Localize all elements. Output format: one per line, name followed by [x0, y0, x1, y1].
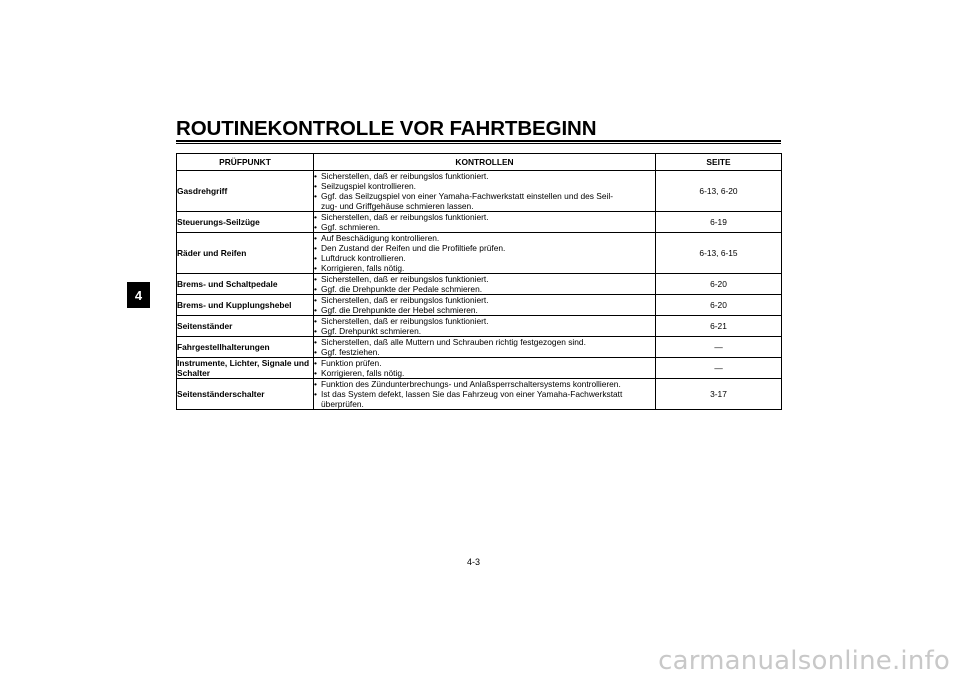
check-bullet: [314, 389, 655, 399]
check-bullet: [314, 295, 655, 305]
row-item: Räder und Reifen: [177, 233, 314, 274]
table-row: [177, 171, 782, 212]
bullet-dot: •: [314, 253, 317, 263]
table-row: [177, 274, 782, 295]
check-text: Ggf. das Seilzugspiel von einer Yamaha-Fachwerkstatt einstellen und des Seil-: [321, 191, 614, 201]
check-text: Sicherstellen, daß er reibungslos funktioniert.: [321, 171, 489, 181]
row-checks: [314, 233, 656, 274]
check-bullet: [314, 233, 655, 243]
row-checks: [314, 212, 656, 233]
row-checks: [314, 295, 656, 316]
row-item: Instrumente, Lichter, Signale und Schalter: [177, 358, 314, 379]
check-bullet: [314, 368, 655, 378]
page-title: ROUTINEKONTROLLE VOR FAHRTBEGINN: [176, 117, 597, 140]
row-checks: [314, 316, 656, 337]
bullet-dot: •: [314, 295, 317, 305]
check-bullet: [314, 212, 655, 222]
check-bullet: [314, 222, 655, 232]
bullet-dot: •: [314, 326, 317, 336]
check-table: [176, 153, 782, 410]
check-bullet: [314, 337, 655, 347]
row-checks: [314, 358, 656, 379]
row-checks: [314, 171, 656, 212]
bullet-dot: •: [314, 316, 317, 326]
check-bullet: [314, 284, 655, 294]
check-text: Ggf. schmieren.: [321, 222, 381, 232]
row-item: Gasdrehgriff: [177, 171, 314, 212]
bullet-dot: •: [314, 379, 317, 389]
row-page: 6-13, 6-20: [656, 171, 782, 212]
check-text: Sicherstellen, daß er reibungslos funktioniert.: [321, 274, 489, 284]
row-item: Seitenständer: [177, 316, 314, 337]
check-text: Sicherstellen, daß er reibungslos funktioniert.: [321, 316, 489, 326]
row-checks: [314, 337, 656, 358]
bullet-dot: •: [314, 191, 317, 201]
check-bullet: [314, 326, 655, 336]
table-body: [177, 171, 782, 410]
bullet-dot: •: [314, 347, 317, 357]
row-page: —: [656, 358, 782, 379]
table-row: [177, 233, 782, 274]
watermark: carmanualsonline.info: [658, 646, 950, 676]
header-item: PRÜFPUNKT: [177, 154, 314, 171]
row-page: 3-17: [656, 379, 782, 410]
row-page: 6-20: [656, 274, 782, 295]
bullet-dot: •: [314, 274, 317, 284]
check-text: Ggf. Drehpunkt schmieren.: [321, 326, 422, 336]
row-checks: [314, 274, 656, 295]
bullet-dot: •: [314, 358, 317, 368]
check-text: Sicherstellen, daß er reibungslos funktioniert.: [321, 212, 489, 222]
check-continuation: zug- und Griffgehäuse schmieren lassen.: [321, 201, 474, 211]
table-row: [177, 295, 782, 316]
check-bullet: [314, 181, 655, 191]
row-item: Fahrgestellhalterungen: [177, 337, 314, 358]
row-page: 6-21: [656, 316, 782, 337]
bullet-dot: •: [314, 263, 317, 273]
row-page: 6-19: [656, 212, 782, 233]
row-item: Brems- und Schaltpedale: [177, 274, 314, 295]
bullet-dot: •: [314, 212, 317, 222]
bullet-dot: •: [314, 284, 317, 294]
row-checks: [314, 379, 656, 410]
check-bullet: [314, 263, 655, 273]
check-text: Sicherstellen, daß alle Muttern und Schrauben richtig festgezogen sind.: [321, 337, 586, 347]
check-bullet: [314, 316, 655, 326]
check-text: Funktion prüfen.: [321, 358, 382, 368]
check-bullet: [314, 253, 655, 263]
title-rule: [176, 140, 781, 144]
check-continuation: überprüfen.: [321, 399, 364, 409]
check-bullet: [314, 305, 655, 315]
check-bullet: [314, 191, 655, 201]
bullet-dot: •: [314, 243, 317, 253]
bullet-dot: •: [314, 305, 317, 315]
header-checks: KONTROLLEN: [314, 154, 656, 171]
table-row: [177, 212, 782, 233]
table-row: [177, 316, 782, 337]
page-number: 4-3: [467, 557, 481, 567]
check-text: Auf Beschädigung kontrollieren.: [321, 233, 440, 243]
check-text: Funktion des Zündunterbrechungs- und Anlaßsperrschaltersystems kontrollieren.: [321, 379, 621, 389]
check-bullet: [314, 171, 655, 181]
bullet-dot: •: [314, 171, 317, 181]
check-bullet: [314, 243, 655, 253]
header-page: SEITE: [656, 154, 782, 171]
table-row: [177, 337, 782, 358]
check-text: Ggf. die Drehpunkte der Pedale schmieren.: [321, 284, 483, 294]
bullet-dot: •: [314, 337, 317, 347]
bullet-dot: •: [314, 233, 317, 243]
row-item: Steuerungs-Seilzüge: [177, 212, 314, 233]
chapter-tab: 4: [127, 282, 150, 308]
bullet-dot: •: [314, 389, 317, 399]
bullet-dot: •: [314, 222, 317, 232]
check-bullet: [314, 274, 655, 284]
check-bullet: [314, 379, 655, 389]
bullet-dot: •: [314, 181, 317, 191]
check-bullet: [314, 347, 655, 357]
row-page: 6-13, 6-15: [656, 233, 782, 274]
check-text: Korrigieren, falls nötig.: [321, 263, 405, 273]
check-text: Seilzugspiel kontrollieren.: [321, 181, 416, 191]
table-row: [177, 379, 782, 410]
row-page: 6-20: [656, 295, 782, 316]
bullet-dot: •: [314, 368, 317, 378]
table-row: [177, 358, 782, 379]
table-header-row: [177, 154, 782, 171]
check-bullet: [314, 358, 655, 368]
check-text: Luftdruck kontrollieren.: [321, 253, 406, 263]
row-page: —: [656, 337, 782, 358]
row-item: Seitenständerschalter: [177, 379, 314, 410]
check-text: Ggf. festziehen.: [321, 347, 380, 357]
row-item: Brems- und Kupplungshebel: [177, 295, 314, 316]
check-text: Ist das System defekt, lassen Sie das Fahrzeug von einer Yamaha-Fachwerkstatt: [321, 389, 623, 399]
check-text: Korrigieren, falls nötig.: [321, 368, 405, 378]
check-text: Den Zustand der Reifen und die Profiltiefe prüfen.: [321, 243, 506, 253]
check-text: Ggf. die Drehpunkte der Hebel schmieren.: [321, 305, 478, 315]
check-text: Sicherstellen, daß er reibungslos funktioniert.: [321, 295, 489, 305]
